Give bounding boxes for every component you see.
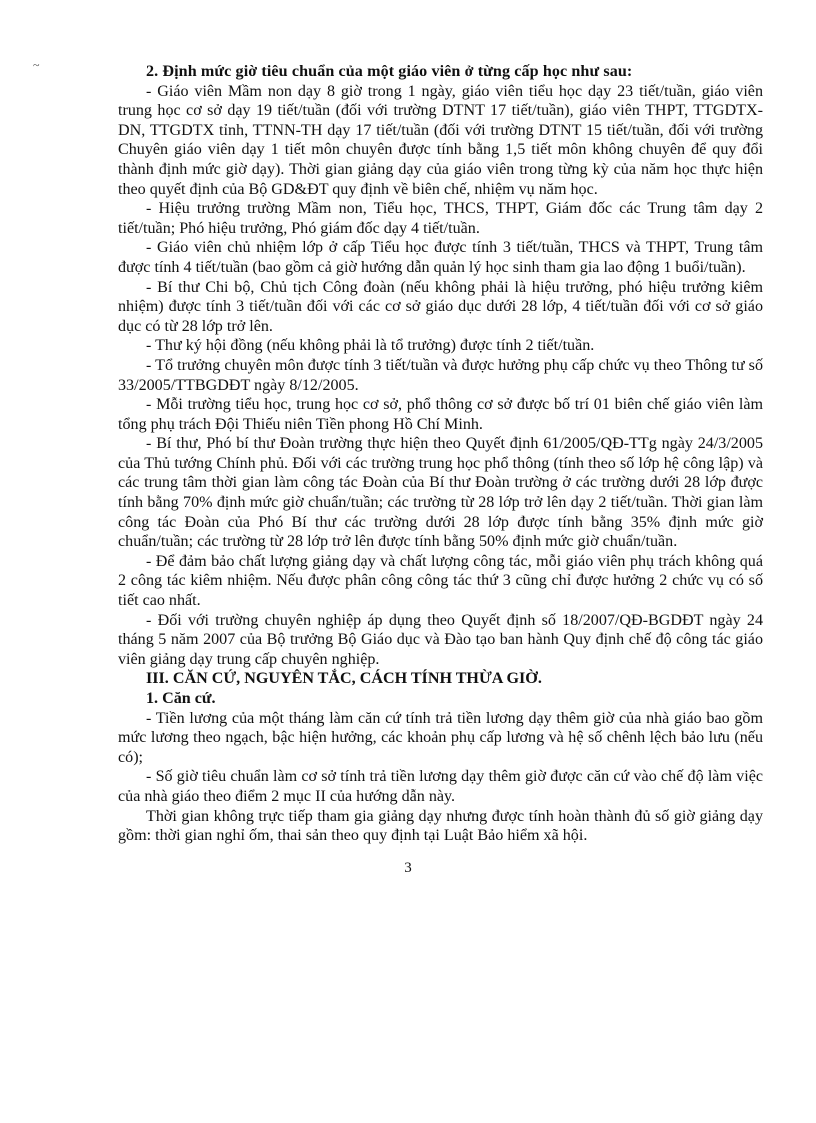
paragraph-youth-union: - Bí thư, Phó bí thư Đoàn trường thực hiện theo Quyết định 61/2005/QĐ-TTg ngày 24/3/2005 của Thủ tướng Chính phủ. Đối với các trường trung học phổ thông (tính theo số lớp hệ công lập) và các trung tâm thời gian làm công tác Đoàn của Bí thư Đoàn trường ở các trường dưới 28 lớp được tính bằng 70% định mức giờ chuẩn/tuần; các trường từ 28 lớp trở lên dạy 2 tiết/tuần. Thời gian làm công tác Đoàn của Phó Bí thư các trường dưới 28 lớp được tính bằng 35% định mức giờ chuẩn/tuần; các trường từ 28 lớp trở lên được tính bằng 50% định mức giờ chuẩn/tuần.: [118, 435, 763, 551]
section-heading-2: 2. Định mức giờ tiêu chuẩn của một giáo viên ở từng cấp học như sau:: [146, 63, 633, 80]
paragraph-leave-time: Thời gian không trực tiếp tham gia giảng dạy nhưng được tính hoàn thành đủ số giờ giảng dạy gồm: thời gian nghỉ ốm, thai sản theo quy định tại Luật Bảo hiểm xã hội.: [118, 807, 763, 845]
document-body: [118, 62, 763, 846]
subsection-heading-basis: 1. Căn cứ.: [146, 690, 216, 707]
paragraph-concurrent-duties: - Để đảm bảo chất lượng giảng dạy và chất lượng công tác, mỗi giáo viên phụ trách không quá 2 công tác kiêm nhiệm. Nếu được phân công công tác thứ 3 cũng chỉ được hưởng 2 chức vụ có số tiết cao nhất.: [118, 552, 763, 610]
paragraph-pioneer-leader: - Mỗi trường tiểu học, trung học cơ sở, phổ thông cơ sở được bố trí 01 biên chế giáo viên làm tổng phụ trách Đội Thiếu niên Tiền phong Hồ Chí Minh.: [118, 396, 763, 433]
paragraph-party-secretary: - Bí thư Chi bộ, Chủ tịch Công đoàn (nếu không phải là hiệu trưởng, phó hiệu trưởng kiêm nhiệm) được tính 3 tiết/tuần đối với các cơ sở giáo dục dưới 28 lớp, 4 tiết/tuần đối với cơ sở giáo dục có từ 28 lớp trở lên.: [118, 278, 763, 335]
page-number: 3: [404, 860, 412, 876]
paragraph-council-secretary: - Thư ký hội đồng (nếu không phải là tổ trưởng) được tính 2 tiết/tuần.: [146, 337, 595, 355]
paragraph-monthly-salary: - Tiền lương của một tháng làm căn cứ tính trả tiền lương dạy thêm giờ của nhà giáo bao gồm mức lương theo ngạch, bậc hiện hưởng, các khoản phụ cấp lương và hệ số chênh lệch bảo lưu (nếu có);: [118, 709, 763, 766]
paragraph-homeroom-teacher: - Giáo viên chủ nhiệm lớp ở cấp Tiểu học được tính 3 tiết/tuần, THCS và THPT, Trung tâm được tính 4 tiết/tuần (bao gồm cả giờ hướng dẫn quản lý học sinh tham gia lao động 1 buổi/tuần).: [118, 239, 763, 276]
section-heading-3: III. CĂN CỨ, NGUYÊN TẮC, CÁCH TÍNH THỪA GIỜ.: [146, 670, 542, 688]
paragraph-principal-hours: - Hiệu trưởng trường Mầm non, Tiểu học, THCS, THPT, Giám đốc các Trung tâm dạy 2 tiết/tuần; Phó hiệu trưởng, Phó giám đốc dạy 4 tiết/tuần.: [118, 200, 763, 237]
paragraph-standard-hours: - Số giờ tiêu chuẩn làm cơ sở tính trả tiền lương dạy thêm giờ được căn cứ vào chế độ làm việc của nhà giáo theo điểm 2 mục II của hướng dẫn này.: [118, 768, 763, 805]
paragraph-vocational-schools: - Đối với trường chuyên nghiệp áp dụng theo Quyết định số 18/2007/QĐ-BGDĐT ngày 24 tháng 5 năm 2007 của Bộ trưởng Bộ Giáo dục và Đào tạo ban hành Quy định chế độ công tác giáo viên giảng dạy trung cấp chuyên nghiệp.: [118, 611, 763, 668]
paragraph-department-head: - Tổ trưởng chuyên môn được tính 3 tiết/tuần và được hưởng phụ cấp chức vụ theo Thông tư số 33/2005/TTBGDĐT ngày 8/12/2005.: [118, 356, 763, 394]
corner-mark: ~: [33, 58, 40, 72]
paragraph-teacher-hours: - Giáo viên Mầm non dạy 8 giờ trong 1 ngày, giáo viên tiểu học dạy 23 tiết/tuần, giáo viên trung học cơ sở dạy 19 tiết/tuần (đối với trường DTNT 17 tiết/tuần), giáo viên THPT, TTGDTX-DN, TTGDTX tỉnh, TTNN-TH dạy 17 tiết/tuần (đối với trường DTNT 15 tiết/tuần, đối với trường Chuyên giáo viên dạy 1 tiết môn chuyên được tính bằng 1,5 tiết môn không chuyên để quy đổi thành định mức giờ dạy). Thời gian giảng dạy của giáo viên trong từng kỳ của năm học thực hiện theo quyết định của Bộ GD&ĐT quy định về biên chế, nhiệm vụ năm học.: [118, 82, 763, 198]
